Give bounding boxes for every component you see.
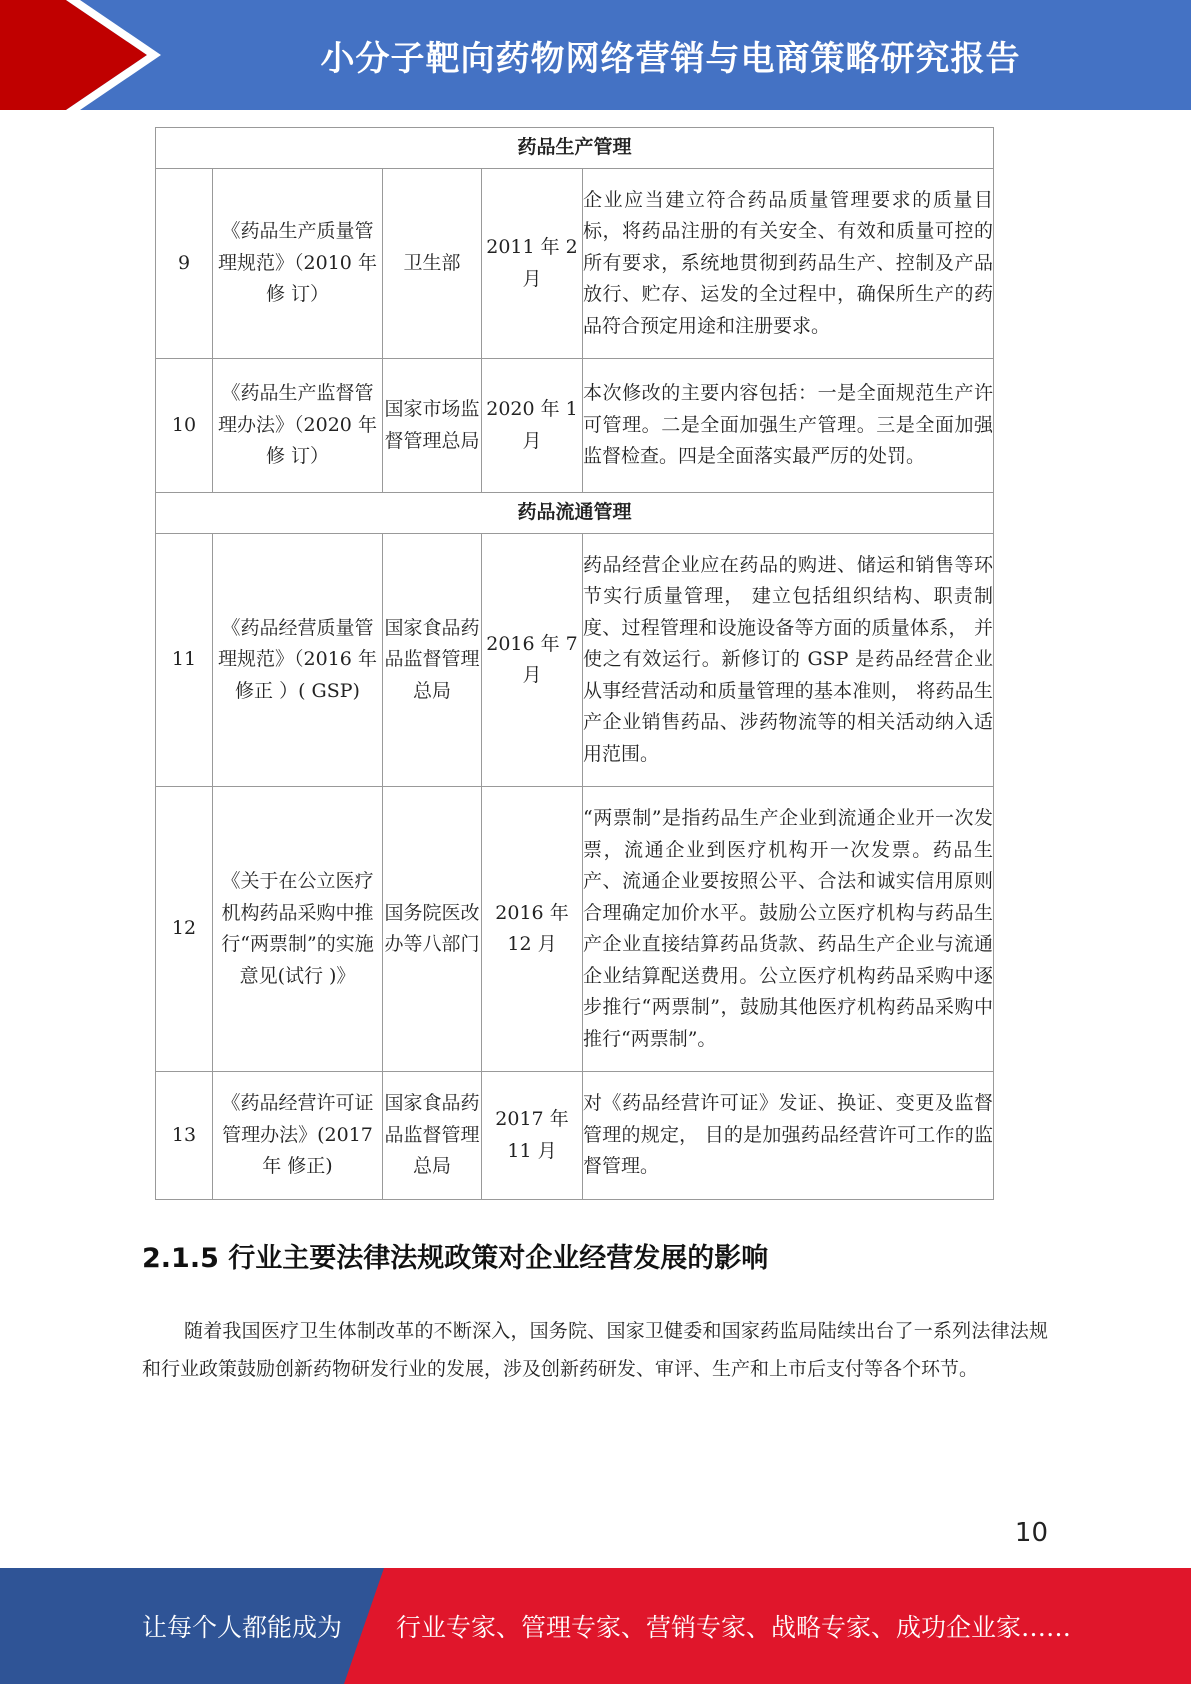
table-section-row [156, 128, 994, 169]
row-number: 13 [156, 1072, 213, 1200]
table-section-row [156, 493, 994, 534]
regulation-name: 《药品生产质量管理规范》（2010 年修 订） [213, 169, 383, 359]
issuing-authority: 卫生部 [383, 169, 482, 359]
row-number: 10 [156, 359, 213, 493]
regulation-description: 企业应当建立符合药品质量管理要求的质量目标，将药品注册的有关安全、有效和质量可控的所有要求，系统地贯彻到药品生产、控制及产品放行、贮存、运发的全过程中，确保所生产的药品符合预定用途和注册要求。 [583, 169, 994, 359]
regulation-name: 《药品经营质量管理规范》（2016 年修正 ）( GSP) [213, 534, 383, 787]
page-header [0, 0, 1191, 110]
issuing-authority: 国务院医改办等八部门 [383, 787, 482, 1072]
section-heading-production: 药品生产管理 [156, 128, 994, 169]
effective-date: 2016 年 12 月 [482, 787, 583, 1072]
issuing-authority: 国家食品药品监督管理总局 [383, 534, 482, 787]
regulation-description: 本次修改的主要内容包括：一是全面规范生产许可管理。二是全面加强生产管理。三是全面加强监督检查。四是全面落实最严厉的处罚。 [583, 359, 994, 493]
table-row [156, 169, 994, 359]
report-title: 小分子靶向药物网络营销与电商策略研究报告 [320, 38, 1021, 79]
regulation-description: “两票制”是指药品生产企业到流通企业开一次发票，流通企业到医疗机构开一次发票。药品生产、流通企业要按照公平、合法和诚实信用原则合理确定加价水平。鼓励公立医疗机构与药品生产企业直接结算药品货款、药品生产企业与流通企业结算配送费用。公立医疗机构药品采购中逐步推行“两票制”，鼓励其他医疗机构药品采购中推行“两票制”。 [583, 787, 994, 1072]
section-heading-distribution: 药品流通管理 [156, 493, 994, 534]
table-row [156, 534, 994, 787]
table-row [156, 787, 994, 1072]
effective-date: 2017 年 11 月 [482, 1072, 583, 1200]
row-number: 9 [156, 169, 213, 359]
row-number: 12 [156, 787, 213, 1072]
page-number: 10 [1014, 1518, 1048, 1548]
regulation-name: 《药品经营许可证管理办法》(2017 年 修正) [213, 1072, 383, 1200]
row-number: 11 [156, 534, 213, 787]
effective-date: 2011 年 2 月 [482, 169, 583, 359]
table-row [156, 1072, 994, 1200]
regulation-description: 药品经营企业应在药品的购进、储运和销售等环节实行质量管理， 建立包括组织结构、职责制度、过程管理和设施设备等方面的质量体系， 并使之有效运行。新修订的 GSP 是药品经营企业从事经营活动和质量管理的基本准则， 将药品生产企业销售药品、涉药物流等的相关活动纳入适用范围。 [583, 534, 994, 787]
footer-slogan-right: 行业专家、管理专家、营销专家、战略专家、成功企业家…… [396, 1613, 1072, 1642]
effective-date: 2016 年 7 月 [482, 534, 583, 787]
policy-table [155, 127, 994, 1200]
body-paragraph: 随着我国医疗卫生体制改革的不断深入，国务院、国家卫健委和国家药监局陆续出台了一系列法律法规和行业政策鼓励创新药物研发行业的发展，涉及创新药研发、审评、生产和上市后支付等各个环节。 [142, 1320, 1048, 1380]
table-row [156, 359, 994, 493]
regulation-name: 《关于在公立医疗机构药品采购中推行“两票制”的实施意见(试行 )》 [213, 787, 383, 1072]
issuing-authority: 国家市场监督管理总局 [383, 359, 482, 493]
page-footer [0, 1568, 1191, 1684]
effective-date: 2020 年 1 月 [482, 359, 583, 493]
issuing-authority: 国家食品药品监督管理总局 [383, 1072, 482, 1200]
regulation-description: 对《药品经营许可证》发证、换证、变更及监督管理的规定， 目的是加强药品经营许可工作的监督管理。 [583, 1072, 994, 1200]
section-heading: 2.1.5 行业主要法律法规政策对企业经营发展的影响 [142, 1243, 769, 1274]
footer-slogan-left: 让每个人都能成为 [142, 1613, 343, 1642]
regulation-name: 《药品生产监督管理办法》（2020 年修 订） [213, 359, 383, 493]
